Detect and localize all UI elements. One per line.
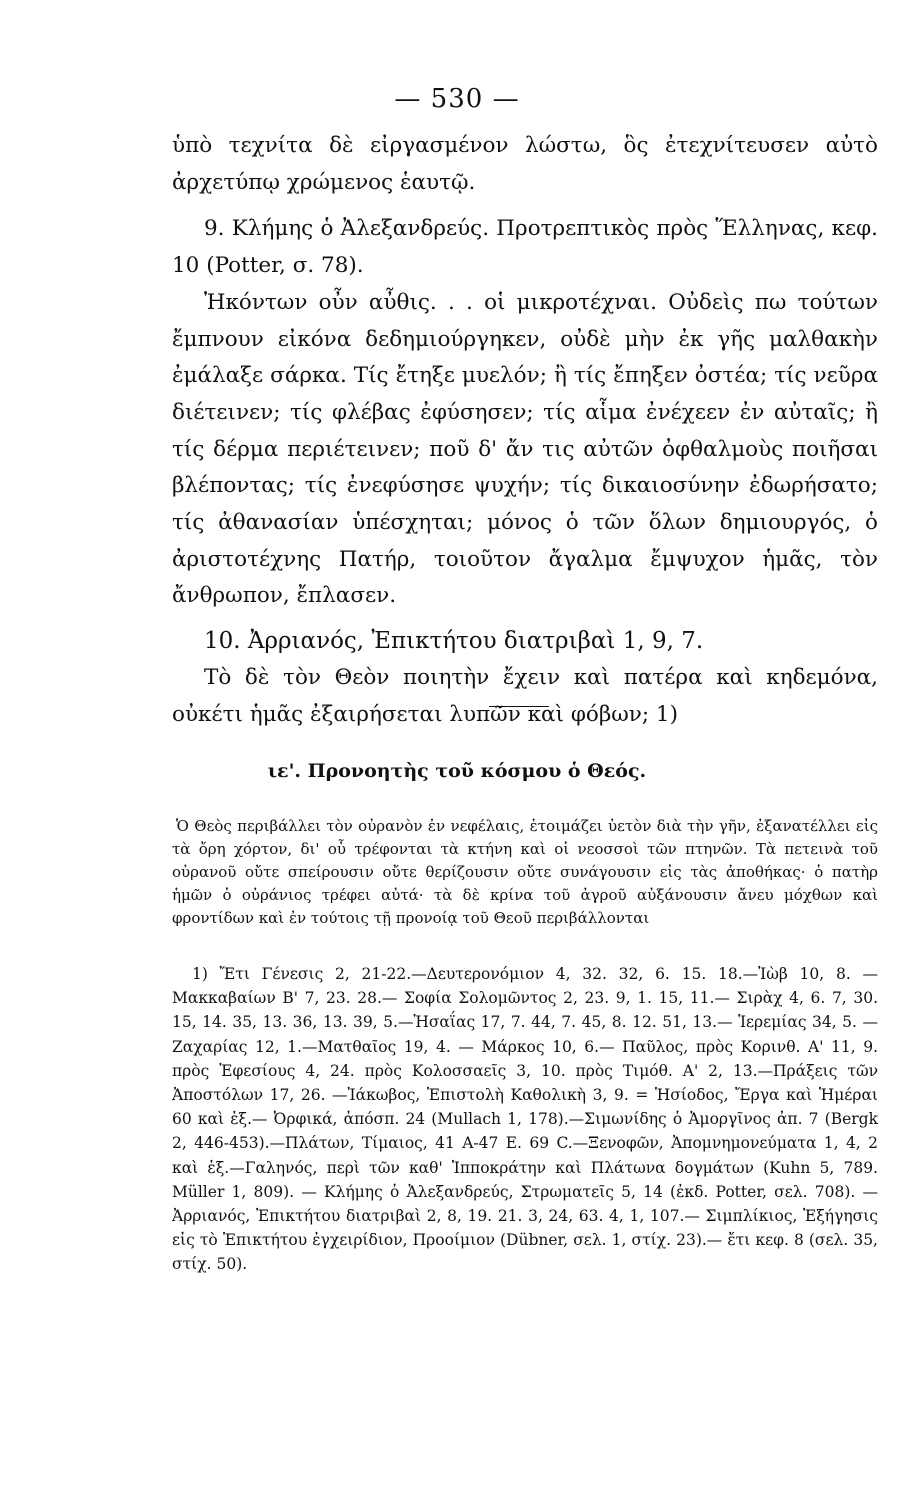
paragraph-continuation: ὑπὸ τεχνίτα δὲ εἰργασμένον λώστω, ὃς ἐτεχνίτευσεν αὐτὸ ἀρχετύπῳ χρώμενος ἑαυτῷ.: [172, 133, 878, 195]
section-divider: [489, 706, 549, 707]
footnote: [172, 962, 878, 1277]
page-number: — 530 —: [394, 84, 520, 114]
paragraph-clement-quote: Ἠκόντων οὖν αὖθις. . . οἱ μικροτέχναι. Οὐδεὶς πω τούτων ἔμπνουν εἰκόνα δεδημιούργηκεν, οὐδὲ μὴν ἐκ γῆς μαλθακὴν ἐμάλαξε σάρκα. Τίς ἔτηξε μυελόν; ἢ τίς ἔπηξεν ὀστέα; τίς νεῦρα διέτεινεν; τίς φλέβας ἐφύσησεν; τίς αἷμα ἐνέχεεν ἐν αὐταῖς; ἢ τίς δέρμα περιέτεινεν; ποῦ δ' ἄν τις αὐτῶν ὀφθαλμοὺς ποιῆσαι βλέποντας; τίς ἐνεφύσησε ψυχήν; τίς δικαιοσύνην ἐδωρήσατο; τίς ἀθανασίαν ὑπέσχηται; μόνος ὁ τῶν ὅλων δημιουργός, ὁ ἀριστοτέχνης Πατήρ, τοιοῦτον ἄγαλμα ἔμψυχον ἡμᾶς, τὸν ἄνθρωπον, ἔπλασεν.: [172, 289, 878, 609]
paragraph-arrian-quote: Τὸ δὲ τὸν Θεὸν ποιητὴν ἔχειν καὶ πατέρα καὶ κηδεμόνα, οὐκέτι ἡμᾶς ἐξαιρήσεται λυπῶν καὶ φόβων; 1): [172, 664, 878, 727]
main-text: [172, 128, 878, 733]
source-heading-clement: 9. Κλήμης ὁ Ἀλεξανδρεύς. Προτρεπτικὸς πρὸς Ἕλληνας, κεφ. 10 (Potter, σ. 78).: [172, 216, 878, 279]
scripture-quote: [172, 815, 878, 930]
quote-text: Ὁ Θεὸς περιβάλλει τὸν οὐρανὸν ἐν νεφέλαις, ἑτοιμάζει ὑετὸν διὰ τὴν γῆν, ἐξανατέλλει εἰς τὰ ὄρη χόρτον, δι' οὗ τρέφονται τὰ κτήνη καὶ οἱ νεοσσοὶ τῶν πτηνῶν. Τὰ πετεινὰ τοῦ οὐρανοῦ οὔτε σπείρουσιν οὔτε θερίζουσιν οὔτε συνάγουσιν εἰς τὰς ἀποθήκας· ὁ πατὴρ ἡμῶν ὁ οὐράνιος τρέφει αὐτά· τὰ δὲ κρίνα τοῦ ἀγροῦ αὐξάνουσιν ἄνευ μόχθων καὶ φροντίδων καὶ ἐν τούτοις τῇ προνοίᾳ τοῦ Θεοῦ περιβάλλονται: [172, 817, 878, 927]
section-title: ιε'. Προνοητὴς τοῦ κόσμου ὁ Θεός.: [267, 760, 647, 782]
source-heading-arrian: 10. Ἀρριανός, Ἐπικτήτου διατριβαὶ 1, 9, 7.: [204, 628, 704, 655]
footnote-text: 1) Ἔτι Γένεσις 2, 21-22.—Δευτερονόμιον 4, 32. 32, 6. 15. 18.—Ἰὼβ 10, 8. —Μακκαβαίων Β' 7, 23. 28.— Σοφία Σολομῶντος 2, 23. 9, 1. 15, 11.— Σιρὰχ 4, 6. 7, 30. 15, 14. 35, 13. 36, 13. 39, 5.—Ἡσαΐας 17, 7. 44, 7. 45, 8. 12. 51, 13.— Ἱερεμίας 34, 5. —Ζαχαρίας 12, 1.—Ματθαῖος 19, 4. — Μάρκος 10, 6.— Παῦλος, πρὸς Κορινθ. Α' 11, 9. πρὸς Ἐφεσίους 4, 24. πρὸς Κολοσσαεῖς 3, 10. πρὸς Τιμόθ. Α' 2, 13.—Πράξεις τῶν Ἀποστόλων 17, 26. —Ἰάκωβος, Ἐπιστολὴ Καθολικὴ 3, 9. = Ἡσίοδος, Ἔργα καὶ Ἡμέραι 60 καὶ ἑξ.— Ὀρφικά, ἀπόσπ. 24 (Mullach 1, 178).—Σιμωνίδης ὁ Ἀμοργῖνος ἀπ. 7 (Bergk 2, 446-453).—Πλάτων, Τίμαιος, 41 Α-47 Ε. 69 C.—Ξενοφῶν, Ἀπομνημονεύματα 1, 4, 2 καὶ ἑξ.—Γαληνός, περὶ τῶν καθ' Ἱπποκράτην καὶ Πλάτωνα δογμάτων (Kuhn 5, 789. Müller 1, 809). — Κλήμης ὁ Ἀλεξανδρεύς, Στρωματεῖς 5, 14 (ἐκδ. Potter, σελ. 708). —Ἀρριανός, Ἐπικτήτου διατριβαὶ 2, 8, 19. 21. 3, 24, 63. 4, 1, 107.— Σιμπλίκιος, Ἐξήγησις εἰς τὸ Ἐπικτήτου ἐγχειρίδιον, Προοίμιον (Dübner, σελ. 1, στίχ. 23).— ἔτι κεφ. 8 (σελ. 35, στίχ. 50).: [172, 965, 878, 1274]
